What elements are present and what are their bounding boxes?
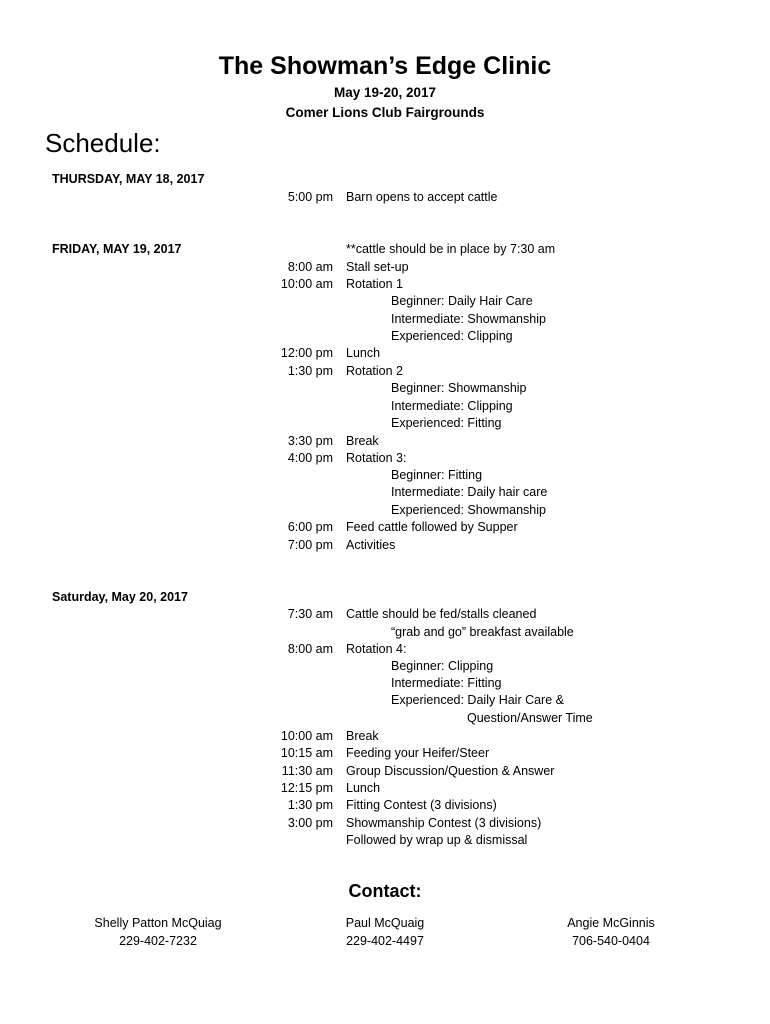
rotation-detail: Experienced: Clipping	[391, 329, 513, 343]
schedule-event: Rotation 4:	[346, 642, 407, 656]
event-venue: Comer Lions Club Fairgrounds	[285, 105, 485, 120]
day-label-saturday: Saturday, May 20, 2017	[52, 590, 188, 604]
day-label-thursday: THURSDAY, MAY 18, 2017	[52, 172, 205, 186]
schedule-event: Group Discussion/Question & Answer	[346, 764, 555, 778]
schedule-event: Showmanship Contest (3 divisions)	[346, 816, 542, 830]
schedule-time: 6:00 pm	[287, 520, 333, 534]
rotation-detail: Beginner: Showmanship	[391, 381, 527, 395]
schedule-time: 7:30 am	[287, 607, 333, 621]
schedule-time: 1:30 pm	[287, 798, 333, 812]
rotation-detail: Beginner: Fitting	[391, 468, 483, 482]
document-title: The Showman’s Edge Clinic	[218, 52, 552, 80]
schedule-note: **cattle should be in place by 7:30 am	[346, 242, 556, 256]
schedule-event: Fitting Contest (3 divisions)	[346, 798, 497, 812]
schedule-time: 8:00 am	[287, 642, 333, 656]
schedule-event: Break	[346, 729, 379, 743]
schedule-event: Lunch	[346, 781, 381, 795]
event-detail: “grab and go” breakfast available	[391, 625, 574, 639]
schedule-event: Barn opens to accept cattle	[346, 190, 498, 204]
schedule-event: Break	[346, 434, 379, 448]
rotation-detail: Beginner: Daily Hair Care	[391, 294, 533, 308]
schedule-time: 10:00 am	[280, 277, 333, 291]
day-label-friday: FRIDAY, MAY 19, 2017	[52, 242, 182, 256]
schedule-event: Cattle should be fed/stalls cleaned	[346, 607, 537, 621]
rotation-detail: Experienced: Showmanship	[391, 503, 546, 517]
contact-heading: Contact:	[348, 881, 422, 901]
rotation-detail: Intermediate: Fitting	[391, 676, 502, 690]
schedule-time: 3:30 pm	[287, 434, 333, 448]
schedule-heading: Schedule:	[45, 128, 161, 158]
rotation-detail: Experienced: Daily Hair Care &	[391, 693, 564, 707]
schedule-event: Feed cattle followed by Supper	[346, 520, 518, 534]
schedule-time: 1:30 pm	[287, 364, 333, 378]
rotation-detail: Intermediate: Clipping	[391, 399, 513, 413]
schedule-time: 3:00 pm	[287, 816, 333, 830]
schedule-event: Rotation 3:	[346, 451, 407, 465]
schedule-closing: Followed by wrap up & dismissal	[346, 833, 528, 847]
schedule-time: 10:15 am	[280, 746, 333, 760]
schedule-time: 5:00 pm	[287, 190, 333, 204]
schedule-time: 11:30 am	[281, 764, 333, 778]
schedule-time: 10:00 am	[280, 729, 333, 743]
schedule-event: Feeding your Heifer/Steer	[346, 746, 490, 760]
contact-phone: 229-402-4497	[346, 934, 424, 948]
contact-name: Paul McQuaig	[345, 916, 425, 930]
rotation-detail-continuation: Question/Answer Time	[467, 711, 593, 725]
contact-phone: 706-540-0404	[572, 934, 650, 948]
rotation-detail: Intermediate: Daily hair care	[391, 485, 548, 499]
schedule-event: Activities	[346, 538, 396, 552]
schedule-time: 12:15 pm	[280, 781, 333, 795]
contact-name: Angie McGinnis	[567, 916, 655, 930]
schedule-time: 12:00 pm	[280, 346, 333, 360]
schedule-event: Lunch	[346, 346, 381, 360]
contact-phone: 229-402-7232	[119, 934, 197, 948]
event-dates: May 19-20, 2017	[333, 85, 437, 100]
rotation-detail: Beginner: Clipping	[391, 659, 494, 673]
rotation-detail: Experienced: Fitting	[391, 416, 502, 430]
schedule-event: Rotation 2	[346, 364, 403, 378]
rotation-detail: Intermediate: Showmanship	[391, 312, 546, 326]
schedule-time: 7:00 pm	[287, 538, 333, 552]
schedule-event: Rotation 1	[346, 277, 403, 291]
contact-name: Shelly Patton McQuiag	[94, 916, 222, 930]
schedule-time: 8:00 am	[287, 260, 333, 274]
schedule-event: Stall set-up	[346, 260, 409, 274]
schedule-time: 4:00 pm	[287, 451, 333, 465]
